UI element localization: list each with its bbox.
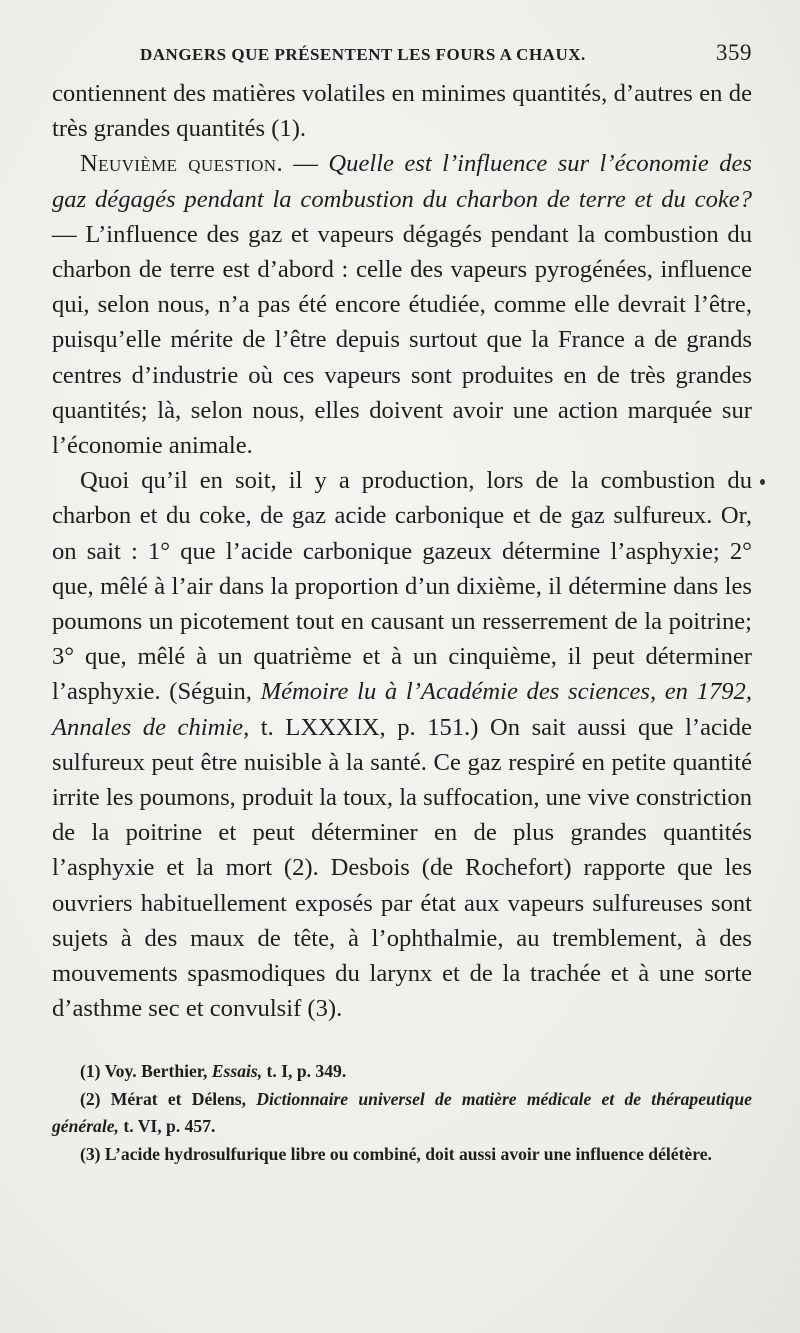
footnote-2 — [52, 1086, 752, 1141]
footnote-2-title: Dictionnaire universel de matière médicale et de thérapeutique générale, — [52, 1088, 752, 1137]
footnotes — [52, 1058, 752, 1168]
paragraph-gases — [52, 463, 752, 1026]
footnote-1-author: (1) Voy. Berthier, — [80, 1061, 212, 1082]
footnote-3-text: (3) L’acide hydrosulfurique libre ou combiné, doit aussi avoir une influence délétère. — [80, 1143, 712, 1164]
answer-text: — L’influence des gaz et vapeurs dégagés pendant la combustion du charbon de terre est d’abord : celle des vapeurs pyrogénées, influence qui, selon nous, n’a pas été encore étudiée, comme elle devrait l’être, puisqu’elle mérite de l’être depuis surtout que la France a de grands centres d’industrie où ces vapeurs sont produites en de très grandes quantités; là, selon nous, elles doivent avoir une action marquée sur l’économie animale. — [52, 220, 752, 460]
paragraph-ninth-question — [52, 146, 752, 463]
citation-seguin: Mémoire lu à l’Académie des sciences, en 1792, Annales de chimie, — [52, 678, 752, 741]
paragraph-1-text: contiennent des matières volatiles en minimes quantités, d’autres en de très grandes quantités (1). — [52, 80, 752, 143]
running-header — [52, 40, 752, 74]
footnote-2-author: (2) Mérat et Délens, — [80, 1088, 257, 1109]
question-label: Neuvième question. — [80, 150, 283, 178]
footnote-3 — [52, 1141, 752, 1169]
paragraph-3-part-b: t. LXXXIX, p. 151.) On sait aussi que l’acide sulfureux peut être nuisible à la santé. Ce gaz respiré en petite quantité irrite les poumons, produit la toux, la suffocation, une vive constriction de la poitrine et peut déterminer en de plus grandes quantités l’asphyxie et la mort (2). Desbois (de Rochefort) rapporte que les ouvriers habituellement exposés par état aux vapeurs sulfureuses sont sujets à des maux de tête, à l’ophthalmie, au tremblement, à des mouvements spasmodiques du larynx et de la trachée et à une sorte d’asthme sec et convulsif (3). — [52, 713, 752, 1023]
paragraph-3-part-a: Quoi qu’il en soit, il y a production, lors de la combustion du charbon et du coke, de gaz acide carbonique et de gaz sulfureux. Or, on sait : 1° que l’acide carbonique gazeux détermine l’asphyxie; 2° que, mêlé à l’air dans la proportion d’un dixième, il détermine dans les poumons un picotement tout en causant un resserrement de la poitrine; 3° que, mêlé à un quatrième et à un cinquième, il peut déterminer l’asphyxie. (Séguin, — [52, 467, 752, 706]
ink-speck — [760, 479, 765, 485]
running-title: DANGERS QUE PRÉSENTENT LES FOURS A CHAUX. — [140, 45, 586, 64]
footnote-1 — [52, 1058, 752, 1086]
footnote-1-title: Essais, — [211, 1061, 263, 1082]
main-text — [52, 76, 752, 1026]
paragraph-continuation — [52, 76, 752, 146]
question-text: Quelle est l’influence sur l’économie des gaz dégagés pendant la combustion du charbon de terre et du coke? — [52, 150, 752, 213]
question-dash: — — [283, 150, 329, 178]
footnote-1-ref: t. I, p. 349. — [262, 1061, 347, 1082]
page-number: 359 — [716, 40, 752, 65]
footnote-2-ref: t. VI, p. 457. — [118, 1116, 216, 1137]
